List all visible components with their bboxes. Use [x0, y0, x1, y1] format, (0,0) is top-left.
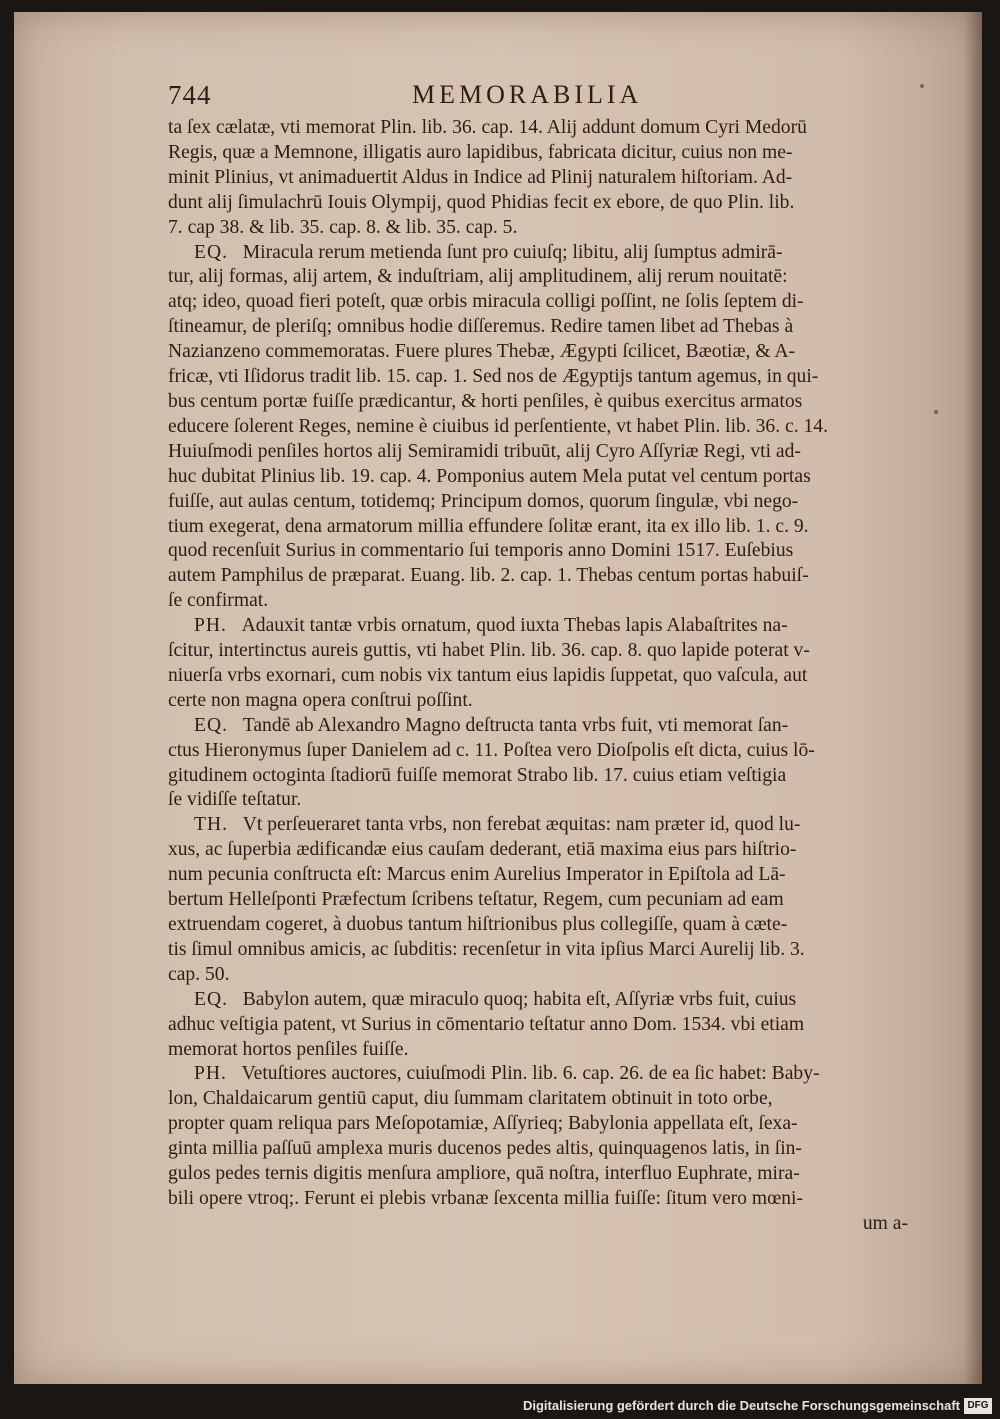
text-line: [168, 813, 912, 838]
line-text: adhuc veſtigia patent, vt Surius in cōmentario teſtatur anno Dom. 1534. vbi etiam: [168, 1013, 805, 1035]
text-line: [168, 614, 912, 639]
speaker-label: PH.: [194, 615, 227, 637]
text-line: [168, 490, 912, 515]
line-text: Huiuſmodi penſiles hortos alij Semiramidi tribuūt, alij Cyro Aſſyriæ Regi, vti ad-: [168, 440, 801, 462]
line-text: memorat hortos penſiles fuiſſe.: [168, 1038, 409, 1060]
text-line: [168, 539, 912, 564]
line-text: Vetuſtiores auctores, cuiuſmodi Plin. lib. 6. cap. 26. de ea ſic habet: Baby-: [241, 1063, 820, 1085]
page-spine-shadow: [964, 12, 982, 1384]
text-line: [168, 1062, 912, 1087]
text-line: [168, 166, 912, 191]
paragraph: [168, 988, 912, 1063]
footer: [0, 1396, 1000, 1419]
line-text: Nazianzeno commemoratas. Fuere plures Thebæ, Ægypti ſcilicet, Bæotiæ, & A-: [168, 341, 796, 363]
line-text: gitudinem octoginta ſtadiorū fuiſſe memorat Strabo lib. 17. cuius etiam veſtigia: [168, 764, 787, 786]
text-line: [168, 191, 912, 216]
line-text: Miracula rerum metienda ſunt pro cuiuſq; libitu, alij ſumptus admirā-: [242, 241, 783, 263]
line-text: gulos pedes ternis digitis menſura ampliore, quā noſtra, interfluo Euphrate, mira-: [168, 1163, 800, 1185]
line-text: atq; ideo, quoad fieri poteſt, quæ orbis miracula colligi poſſint, ne ſolis ſeptem di-: [168, 291, 804, 313]
text-line: [168, 365, 912, 390]
text-line: [168, 1038, 912, 1063]
text-line: [168, 1013, 912, 1038]
line-text: Adauxit tantæ vrbis ornatum, quod iuxta Thebas lapis Alabaſtrites na-: [241, 615, 788, 637]
line-text: educere ſolerent Reges, nemine è ciuibus id perſentiente, vt habet Plin. lib. 36. c. 14.: [168, 415, 829, 437]
ink-speck: [920, 84, 924, 88]
line-text: ta ſex cælatæ, vti memorat Plin. lib. 36. cap. 14. Alij addunt domum Cyri Medorū: [168, 117, 807, 138]
text-line: [168, 116, 912, 141]
speaker-label: EQ.: [194, 241, 229, 263]
text-line: [168, 788, 912, 813]
line-text: minit Plinius, vt animaduertit Aldus in Indice ad Plinij naturalem hiſtoriam. Ad-: [168, 166, 793, 188]
text-line: [168, 1187, 912, 1212]
line-text: num pecunia conſtructa eſt: Marcus enim Aurelius Imperator in Epiſtola ad Lā-: [168, 864, 786, 886]
speaker-label: TH.: [194, 814, 229, 836]
line-text: huc dubitat Plinius lib. 19. cap. 4. Pomponius autem Mela putat vel centum portas: [168, 465, 811, 487]
line-text: tium exegerat, dena armatorum millia effundere ſolitæ erant, ita ex illo lib. 1. c. 9.: [168, 515, 809, 537]
text-line: [168, 340, 912, 365]
line-text: ſe vidiſſe teſtatur.: [168, 789, 302, 811]
line-text: bili opere vtroq;. Ferunt ei plebis vrbanæ ſexcenta millia fuiſſe: ſitum vero mœni-: [168, 1187, 804, 1209]
catchword: um a-: [862, 1212, 908, 1234]
text-line: [168, 589, 912, 614]
line-text: autem Pamphilus de præparat. Euang. lib. 2. cap. 1. Thebas centum portas habuiſ-: [168, 565, 809, 587]
text-line: [168, 1162, 912, 1187]
speaker-label: EQ.: [194, 988, 229, 1010]
line-text: propter quam reliqua pars Meſopotamiæ, Aſſyrieq; Babylonia appellata eſt, ſexa-: [168, 1113, 798, 1135]
line-text: certe non magna opera conſtrui poſſint.: [168, 689, 473, 711]
line-text: bus centum portæ fuiſſe prædicantur, & horti penſiles, è quibus exercitus armatos: [168, 390, 803, 412]
text-line: [168, 216, 912, 241]
line-text: dunt alij ſimulachrū Iouis Olympij, quod Phidias fecit ex ebore, de quo Plin. lib.: [168, 191, 795, 213]
ink-speck: [934, 410, 938, 414]
text-line: [168, 315, 912, 340]
line-text: ginta millia paſſuū amplexa muris ducenos pedes altis, quinquagenos latis, in ſin-: [168, 1138, 802, 1160]
line-text: Tandē ab Alexandro Magno deſtructa tanta vrbs fuit, vti memorat ſan-: [242, 714, 789, 736]
page-header: [168, 76, 688, 116]
text-line: [168, 1112, 912, 1137]
paragraph: [168, 1062, 912, 1211]
paragraph: [168, 614, 912, 714]
paragraph: [168, 241, 912, 615]
text-line: [168, 913, 912, 938]
text-line: [168, 241, 912, 266]
line-text: quod recenſuit Surius in commentario ſui temporis anno Domini 1517. Euſebius: [168, 540, 794, 562]
line-text: ſcitur, intertinctus aureis guttis, vti habet Plin. lib. 36. cap. 8. quo lapide poterat v-: [168, 640, 810, 662]
text-line: [168, 689, 912, 714]
dfg-logo-icon: DFG: [964, 1398, 992, 1414]
text-line: [168, 764, 912, 789]
line-text: xus, ac ſuperbia ædificandæ eius cauſam dederant, etiā maxima eius pars hiſtrio-: [168, 839, 797, 861]
text-line: [168, 863, 912, 888]
text-line: [168, 465, 912, 490]
text-line: [168, 415, 912, 440]
line-text: ſe confirmat.: [168, 590, 269, 612]
line-text: ctus Hieronymus ſuper Danielem ad c. 11. Poſtea vero Dioſpolis eſt dicta, cuius lō-: [168, 739, 815, 761]
text-line: [168, 988, 912, 1013]
speaker-label: PH.: [194, 1063, 227, 1085]
text-line: [168, 938, 912, 963]
text-line: [168, 739, 912, 764]
text-line: [168, 290, 912, 315]
text-line: [168, 664, 912, 689]
line-text: Vt perſeueraret tanta vrbs, non ferebat æquitas: nam præter id, quod lu-: [242, 814, 801, 836]
text-line: [168, 265, 912, 290]
text-line: [168, 714, 912, 739]
text-line: [168, 141, 912, 166]
line-text: lon, Chaldaicarum gentiū caput, diu ſummam claritatem obtinuit in toto orbe,: [168, 1088, 773, 1110]
line-text: ſtineamur, de pleriſq; omnibus hodie diſſeremus. Redire tamen libet ad Thebas à: [168, 316, 794, 338]
running-title: MEMORABILIA: [412, 80, 643, 109]
line-text: fricæ, vti Iſidorus tradit lib. 15. cap. 1. Sed nos de Ægyptijs tantum agemus, in qui-: [168, 366, 819, 388]
text-line: [168, 838, 912, 863]
text-line: [168, 1137, 912, 1162]
paragraph: [168, 813, 912, 987]
main-text: [168, 116, 912, 1237]
text-line: [168, 390, 912, 415]
line-text: cap. 50.: [168, 963, 230, 985]
text-line: [168, 888, 912, 913]
text-line: [168, 440, 912, 465]
speaker-label: EQ.: [194, 714, 229, 736]
line-text: 7. cap 38. & lib. 35. cap. 8. & lib. 35. cap. 5.: [168, 216, 518, 238]
line-text: Babylon autem, quæ miraculo quoq; habita eſt, Aſſyriæ vrbs fuit, cuius: [242, 988, 797, 1010]
text-line: [168, 564, 912, 589]
text-line: [168, 1087, 912, 1112]
text-line: [168, 515, 912, 540]
funding-notice: Digitalisierung gefördert durch die Deutsche Forschungsgemeinschaft: [522, 1398, 960, 1413]
line-text: bertum Helleſponti Præfectum ſcribens teſtatur, Regem, cum pecuniam ad eam: [168, 889, 784, 911]
page-number: 744: [168, 80, 212, 110]
line-text: extruendam cogeret, à duobus tantum hiſtrionibus plus collegiſſe, quam à cæte-: [168, 914, 788, 935]
text-line: [168, 639, 912, 664]
text-line: [168, 963, 912, 988]
line-text: niuerſa vrbs exornari, cum nobis vix tantum eius lapidis ſuppetat, quo vaſcula, aut: [168, 664, 808, 686]
paragraph: [168, 714, 912, 814]
line-text: tur, alij formas, alij artem, & induſtriam, alij amplitudinem, alij rerum nouitatē:: [168, 266, 788, 288]
line-text: fuiſſe, aut aulas centum, totidemq; Principum domos, quorum ſingulæ, vbi nego-: [168, 490, 799, 512]
paragraph: [168, 116, 912, 241]
line-text: Regis, quæ a Memnone, illigatis auro lapidibus, fabricata dicitur, cuius non me-: [168, 141, 793, 163]
line-text: tis ſimul omnibus amicis, ac ſubditis: recenſetur in vita ipſius Marci Aurelij lib. 3.: [168, 938, 805, 960]
